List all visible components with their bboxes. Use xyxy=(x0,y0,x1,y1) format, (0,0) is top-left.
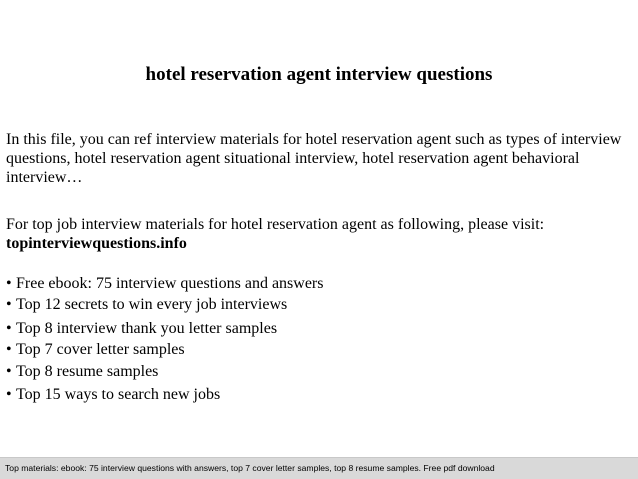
list-item-text: Top 8 interview thank you letter samples xyxy=(16,320,278,337)
bullet-glyph: • xyxy=(6,386,12,403)
bullet-glyph: • xyxy=(6,296,12,313)
bullet-glyph: • xyxy=(6,363,12,380)
list-item xyxy=(6,319,277,338)
list-item xyxy=(6,274,323,293)
bullet-glyph: • xyxy=(6,320,12,337)
list-item-text: Top 7 cover letter samples xyxy=(16,341,185,358)
visit-paragraph xyxy=(6,215,632,253)
list-item-text: Top 12 secrets to win every job interviews xyxy=(16,296,288,313)
bullet-glyph: • xyxy=(6,341,12,358)
bullet-glyph: • xyxy=(6,275,12,292)
footer-text: Top materials: ebook: 75 interview questions with answers, top 7 cover letter samples, top 8 resume samples. Free pdf download xyxy=(5,463,495,473)
list-item-text: Free ebook: 75 interview questions and answers xyxy=(16,275,324,292)
visit-text: For top job interview materials for hotel reservation agent as following, please visit: xyxy=(6,216,545,233)
footer-bar xyxy=(0,457,638,479)
slide-title: hotel reservation agent interview questions xyxy=(145,64,493,85)
list-item-text: Top 8 resume samples xyxy=(16,363,159,380)
list-item xyxy=(6,362,158,381)
list-item xyxy=(6,340,185,359)
list-item xyxy=(6,295,287,314)
visit-link[interactable]: topinterviewquestions.info xyxy=(6,235,187,252)
list-item-text: Top 15 ways to search new jobs xyxy=(16,386,221,403)
intro-paragraph: In this file, you can ref interview materials for hotel reservation agent such as types of interview questions, hotel reservation agent situational interview, hotel reservation agent behavioral interview… xyxy=(6,131,622,186)
list-item xyxy=(6,385,220,404)
